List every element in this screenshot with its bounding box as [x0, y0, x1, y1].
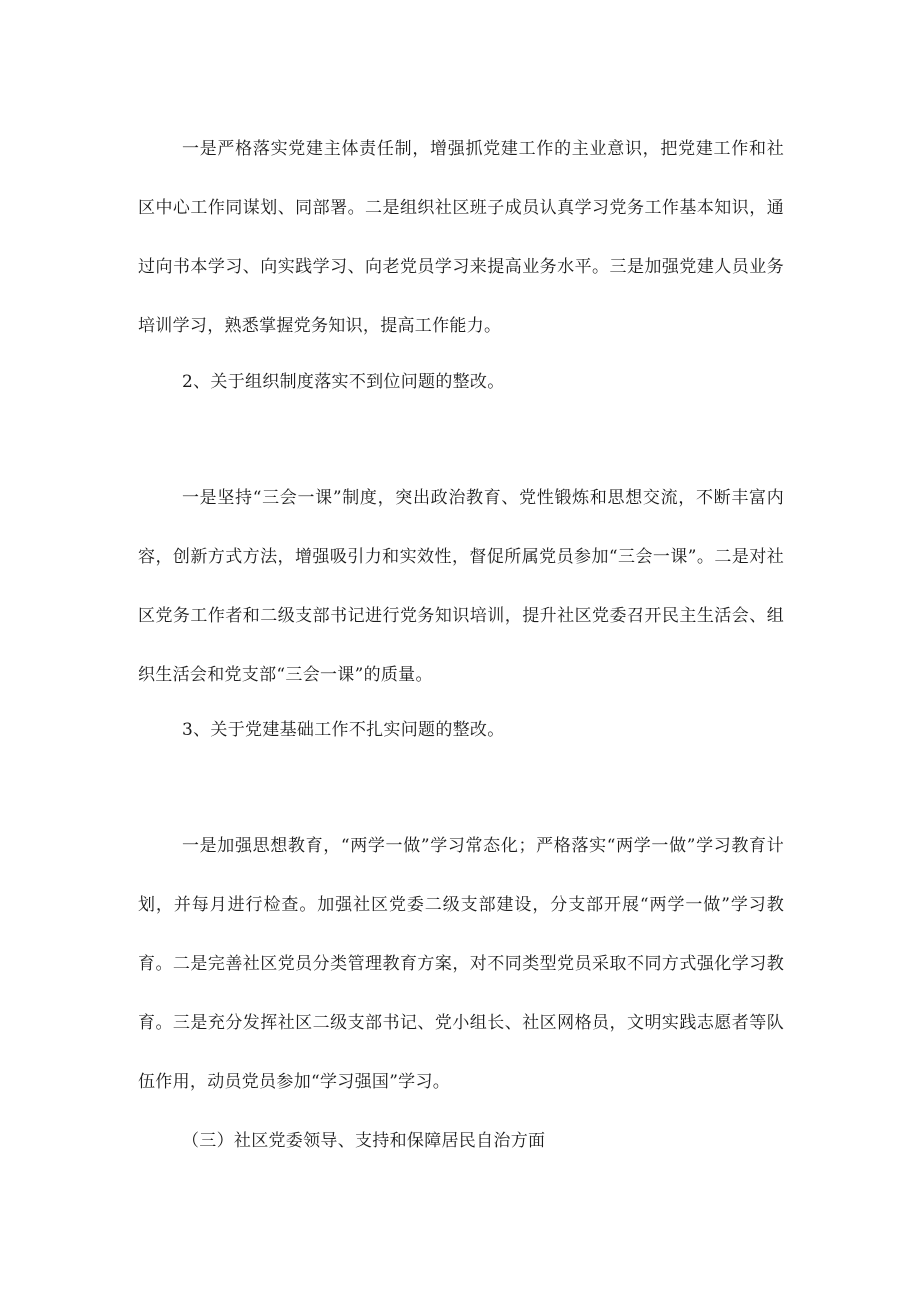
- paragraph-three-meetings-one-lesson: 一是坚持“三会一课”制度，突出政治教育、党性锻炼和思想交流，不断丰富内容，创新方式方法，增强吸引力和实效性，督促所属党员参加“三会一课”。二是对社区党务工作者和二级支部书记进行党务知识培训，提升社区党委召开民主生活会、组织生活会和党支部“三会一课”的质量。: [138, 488, 784, 685]
- paragraph-ideological-education: 一是加强思想教育，“两学一做”学习常态化；严格落实“两学一做”学习教育计划，并每月进行检查。加强社区党委二级支部建设，分支部开展“两学一做”学习教育。二是完善社区党员分类管理教育方案，对不同类型党员采取不同方式强化学习教育。三是充分发挥社区二级支部书记、党小组长、社区网格员，文明实践志愿者等队伍作用，动员党员参加“学习强国”学习。: [138, 836, 784, 1092]
- heading-party-building-basics: 3、关于党建基础工作不扎实问题的整改。: [182, 720, 505, 740]
- section-heading-resident-autonomy: （三）社区党委领导、支持和保障居民自治方面: [182, 1131, 546, 1151]
- paragraph-strict-implementation: 一是严格落实党建主体责任制，增强抓党建工作的主业意识，把党建工作和社区中心工作同谋划、同部署。二是组织社区班子成员认真学习党务工作基本知识，通过向书本学习、向实践学习、向老党员学习来提高业务水平。三是加强党建人员业务培训学习，熟悉掌握党务知识，提高工作能力。: [138, 139, 784, 336]
- heading-organization-system: 2、关于组织制度落实不到位问题的整改。: [182, 372, 505, 392]
